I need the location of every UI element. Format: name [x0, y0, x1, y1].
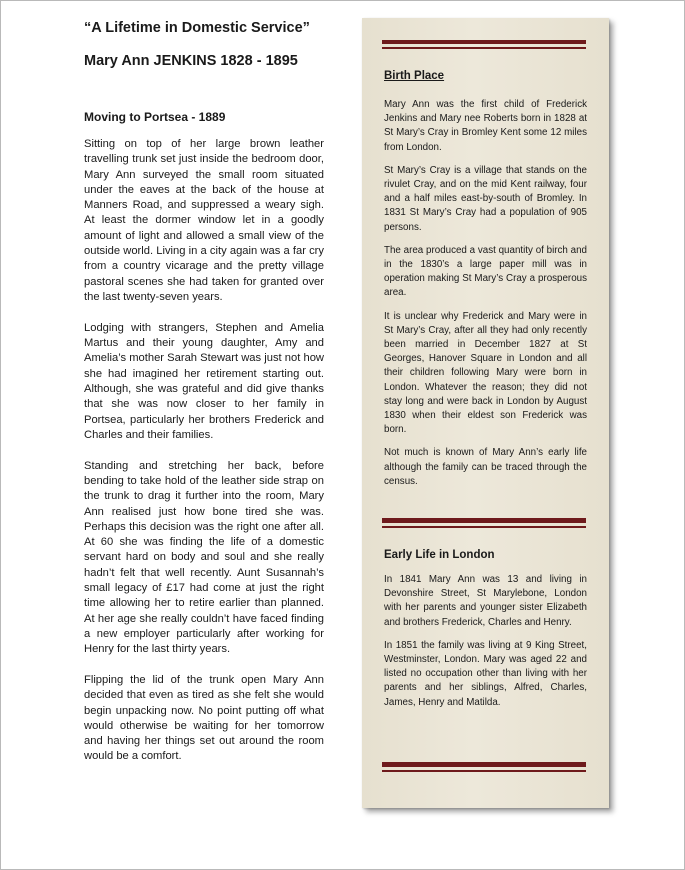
document-subtitle: Mary Ann JENKINS 1828 - 1895	[84, 53, 298, 69]
sidebar-birth-place-text	[384, 98, 587, 498]
sidebar-rule-top	[382, 40, 586, 49]
main-column	[84, 110, 324, 780]
sidebar-paragraph: In 1851 the family was living at 9 King Street, Westminster, London. Mary was aged 22 and listed no occupation other than living with her parents and her siblings, Alfred, Charles, James, Henry and Matilda.	[384, 639, 587, 708]
sidebar-panel	[362, 18, 609, 808]
document-title: “A Lifetime in Domestic Service”	[84, 20, 310, 36]
section-heading-moving: Moving to Portsea - 1889	[84, 110, 226, 124]
main-paragraph-2: Lodging with strangers, Stephen and Amelia Martus and their young daughter, Amy and Amelia’s mother Sarah Stewart was just not how she had imagined her retirement starting out. Although, she was grateful and did give thanks that she was now closer to her family in Portsea, particularly her brothers Frederick and Charles and their families.	[84, 321, 324, 441]
sidebar-paragraph: It is unclear why Frederick and Mary were in St Mary’s Cray, after all they had only recently been married in December 1827 at St Georges, Hanover Square in London and all their children following Mary were born in London. Whatever the reason; they did not stay long and were back in London by August 1830 when their eldest son Frederick was born.	[384, 310, 587, 436]
sidebar-paragraph: St Mary’s Cray is a village that stands on the rivulet Cray, and on the mid Kent railway, four and a half miles east-by-south of Bromley. In 1831 St Mary’s Cray had a population of 905 persons.	[384, 164, 587, 233]
sidebar-paragraph: Not much is known of Mary Ann’s early life although the family can be traced through the census.	[384, 447, 587, 487]
sidebar-early-life-text	[384, 573, 587, 719]
main-paragraph-4: Flipping the lid of the trunk open Mary Ann decided that even as tired as she felt she would begin unpacking now. No point putting off what would otherwise be waiting for her tomorrow and having her things set out around the room would be a comfort.	[84, 674, 324, 763]
main-paragraph-1: Sitting on top of her large brown leather travelling trunk set just inside the bedroom door, Mary Ann surveyed the small room situated under the eaves at the back of the house at Manners Road, and suppressed a weary sigh. At least the dormer window let in a goodly amount of light and allowed a small view of the outside world. Living in a city again was a far cry from a country vicarage and the pretty village pastoral scenes she had taken for granted over the last twenty-seven years.	[84, 138, 324, 303]
sidebar-rule-middle	[382, 518, 586, 528]
sidebar-paragraph: In 1841 Mary Ann was 13 and living in Devonshire Street, St Marylebone, London with her parents and younger sister Elizabeth and brothers Frederick, Charles and Henry.	[384, 574, 587, 628]
sidebar-heading-early-life: Early Life in London	[384, 549, 495, 561]
sidebar-paragraph: Mary Ann was the first child of Frederick Jenkins and Mary nee Roberts born in 1828 at St Mary’s Cray in Bromley Kent some 12 miles from London.	[384, 99, 587, 153]
sidebar-heading-birth-place: Birth Place	[384, 70, 445, 82]
sidebar-rule-bottom	[382, 762, 586, 772]
main-paragraph-3: Standing and stretching her back, before bending to take hold of the leather side strap on the trunk to drag it further into the room, Mary Ann realised just how bone tired she was. Perhaps this decision was the right one after all. At 60 she was finding the life of a domestic servant hard on body and soul and she really hadn’t felt that well recently. Aunt Susannah’s small legacy of £17 had come at just the right time allowing her to retire earlier than planned. At her age she really couldn’t have faced finding a new employer particularly after working for Henry for the last thirty years.	[84, 459, 324, 656]
sidebar-paragraph: The area produced a vast quantity of birch and in the 1830’s a large paper mill was in operation making St Mary’s Cray a prosperous area.	[384, 244, 587, 299]
